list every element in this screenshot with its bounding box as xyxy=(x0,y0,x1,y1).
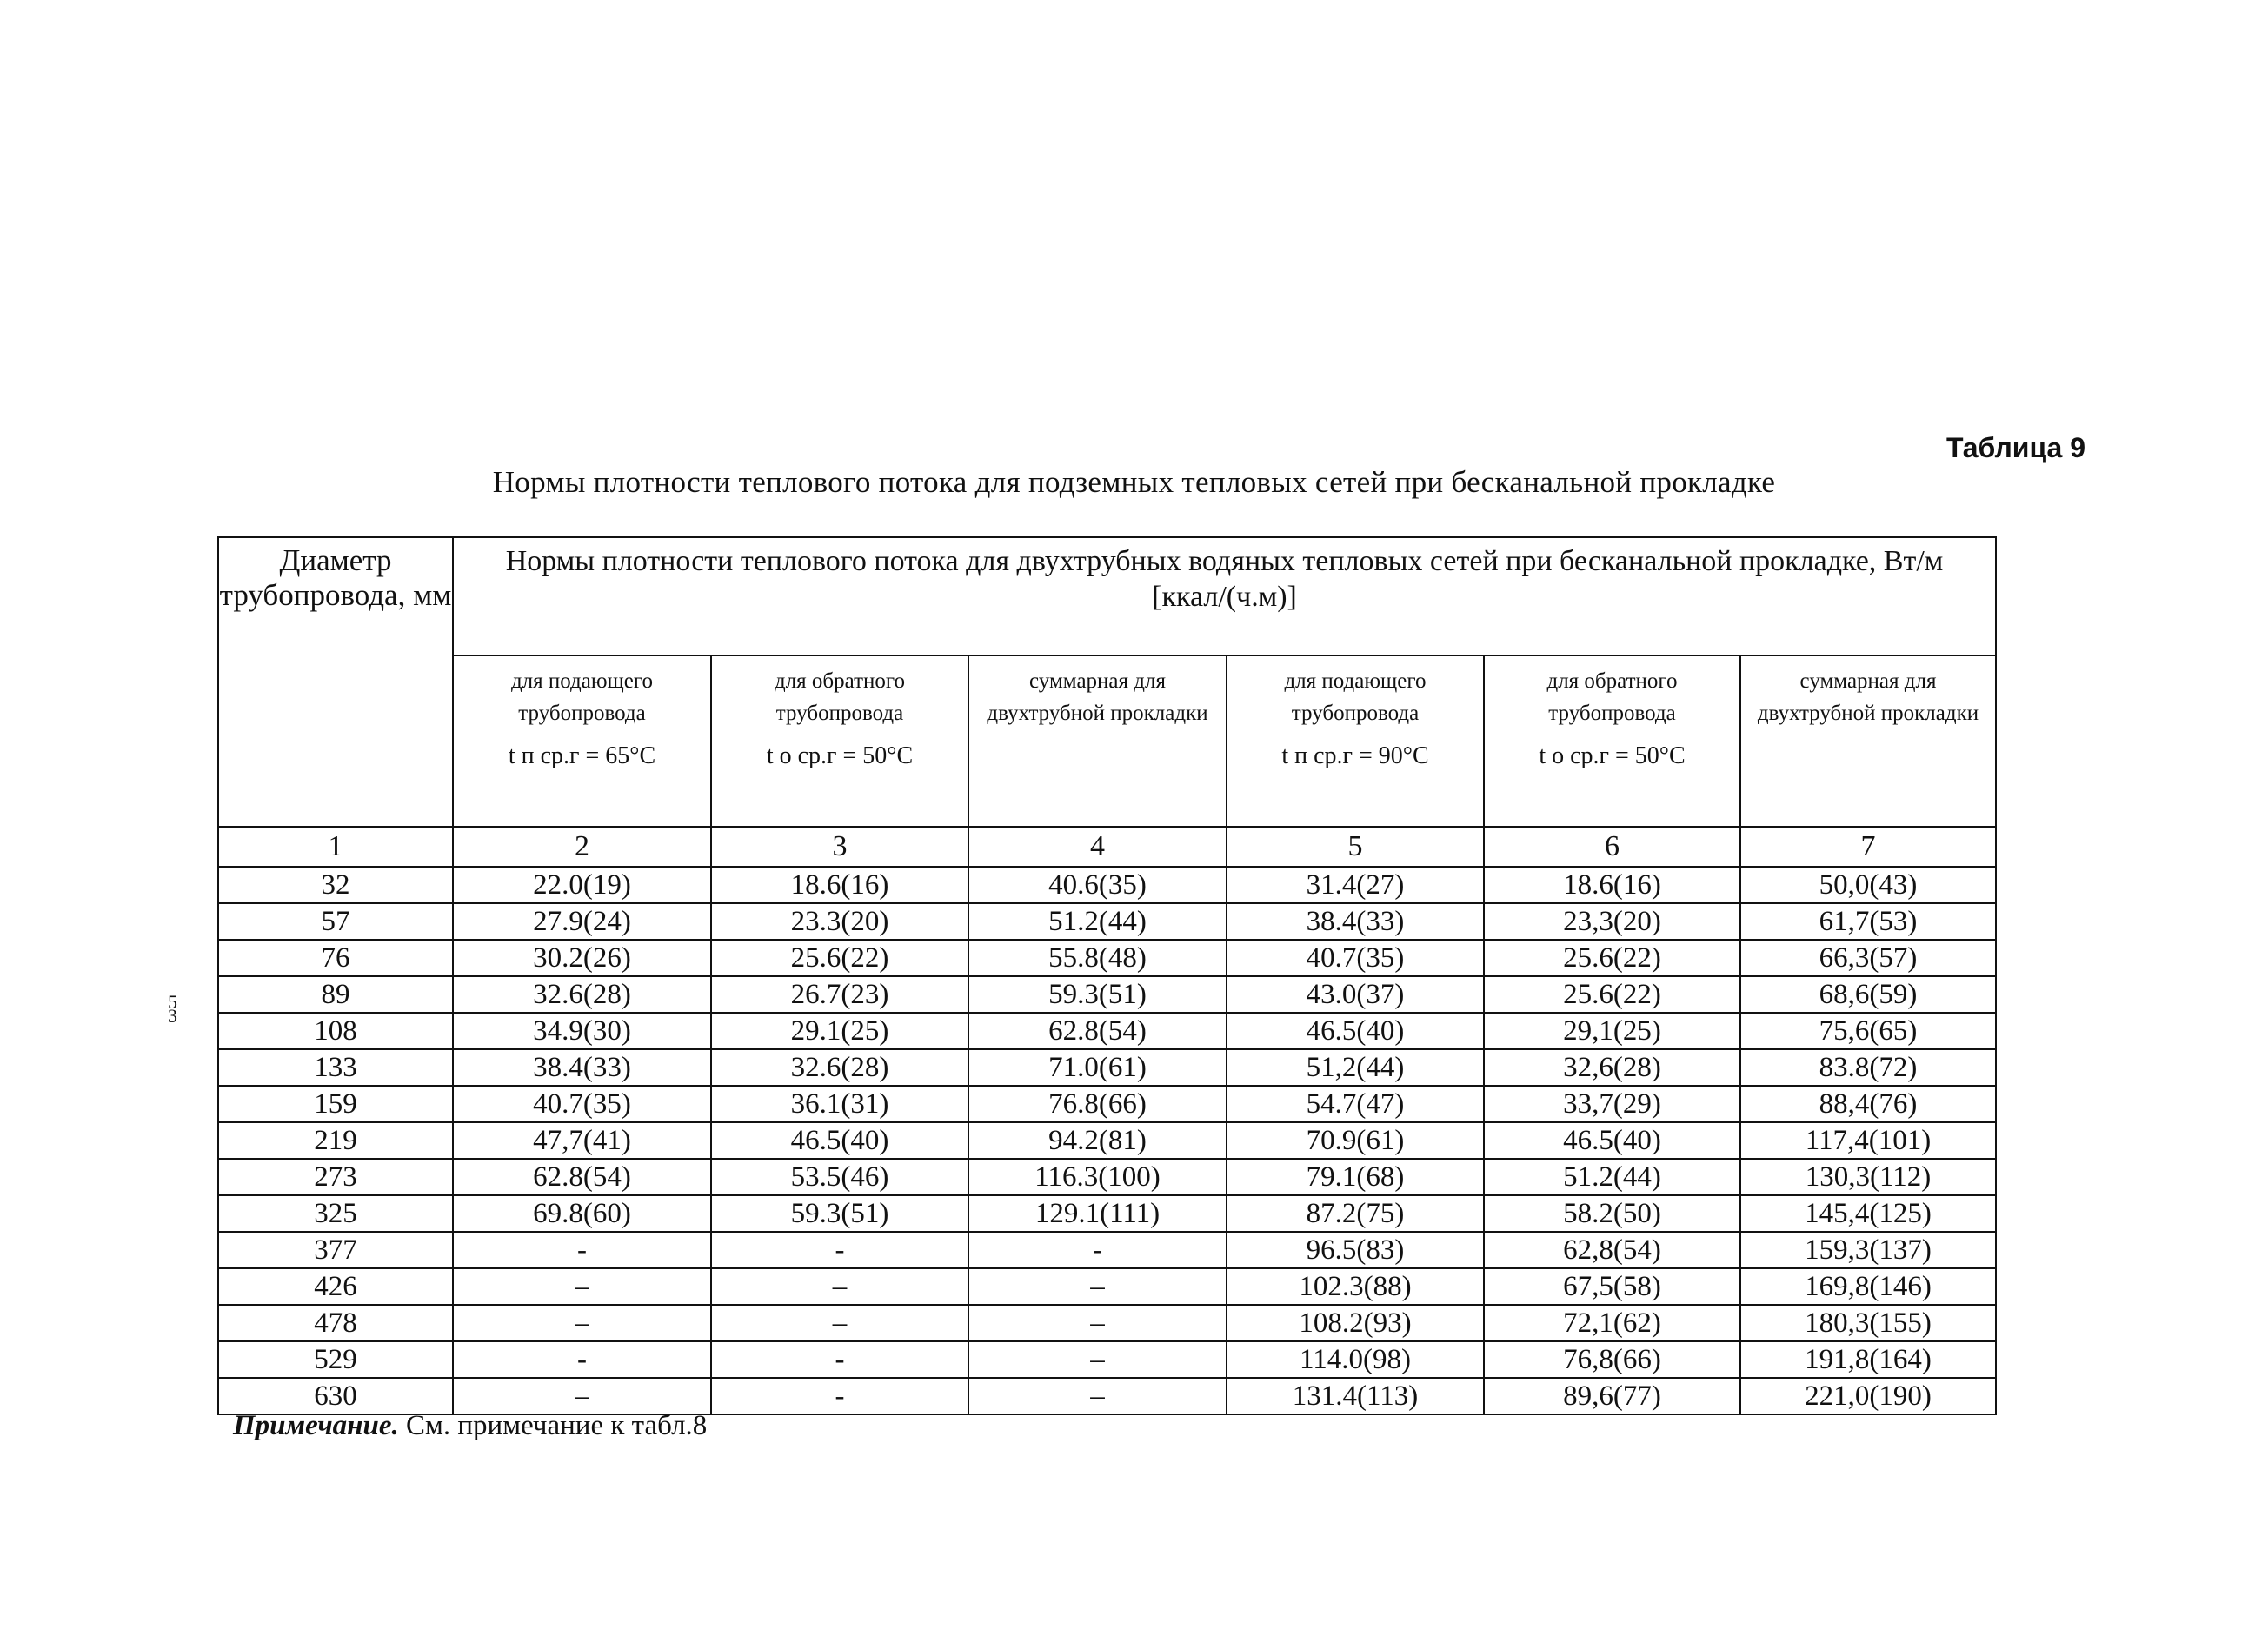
value-cell: 55.8(48) xyxy=(968,940,1227,976)
value-cell: 102.3(88) xyxy=(1227,1268,1484,1305)
value-cell: 89,6(77) xyxy=(1484,1378,1740,1414)
table-row xyxy=(218,940,1996,976)
diameter-cell: 529 xyxy=(218,1341,453,1378)
subheader-label: суммарная для двухтрубной прокладки xyxy=(1757,669,1979,725)
value-cell: 79.1(68) xyxy=(1227,1159,1484,1195)
value-cell: - xyxy=(711,1232,968,1268)
value-cell: 51,2(44) xyxy=(1227,1049,1484,1086)
table-row xyxy=(218,1305,1996,1341)
value-cell: 23,3(20) xyxy=(1484,903,1740,940)
column-number-row xyxy=(218,827,1996,867)
value-cell: 29,1(25) xyxy=(1484,1013,1740,1049)
value-cell: 25.6(22) xyxy=(1484,976,1740,1013)
subheader-formula: t п ср.г = 65°С xyxy=(508,742,656,769)
table-number-label: Таблица 9 xyxy=(1945,432,2085,463)
value-cell: 75,6(65) xyxy=(1740,1013,1996,1049)
column-number: 5 xyxy=(1227,827,1484,867)
subheader-label: для подающего трубопровода xyxy=(510,669,654,725)
subheader-col-2 xyxy=(453,655,711,827)
subheader-formula: t о ср.г = 50°С xyxy=(766,742,914,769)
column-number: 6 xyxy=(1484,827,1740,867)
value-cell: - xyxy=(711,1341,968,1378)
value-cell: 30.2(26) xyxy=(453,940,711,976)
diameter-cell: 630 xyxy=(218,1378,453,1414)
column-number: 3 xyxy=(711,827,968,867)
value-cell: 191,8(164) xyxy=(1740,1341,1996,1378)
value-cell: 69.8(60) xyxy=(453,1195,711,1232)
value-cell: – xyxy=(711,1305,968,1341)
value-cell: – xyxy=(453,1305,711,1341)
value-cell: 31.4(27) xyxy=(1227,867,1484,903)
diameter-cell: 426 xyxy=(218,1268,453,1305)
value-cell: 61,7(53) xyxy=(1740,903,1996,940)
value-cell: 27.9(24) xyxy=(453,903,711,940)
value-cell: 130,3(112) xyxy=(1740,1159,1996,1195)
table-note xyxy=(233,1410,707,1442)
heat-flow-norms-table xyxy=(217,536,1997,1415)
value-cell: 32,6(28) xyxy=(1484,1049,1740,1086)
value-cell: 62.8(54) xyxy=(453,1159,711,1195)
diameter-cell: 57 xyxy=(218,903,453,940)
value-cell: 38.4(33) xyxy=(453,1049,711,1086)
value-cell: 108.2(93) xyxy=(1227,1305,1484,1341)
value-cell: 66,3(57) xyxy=(1740,940,1996,976)
table-row xyxy=(218,1013,1996,1049)
table-row xyxy=(218,1049,1996,1086)
table-row xyxy=(218,1268,1996,1305)
subheader-formula: t п ср.г = 90°С xyxy=(1281,742,1429,769)
value-cell: 94.2(81) xyxy=(968,1122,1227,1159)
value-cell: 221,0(190) xyxy=(1740,1378,1996,1414)
value-cell: 54.7(47) xyxy=(1227,1086,1484,1122)
table-row xyxy=(218,1195,1996,1232)
value-cell: 34.9(30) xyxy=(453,1013,711,1049)
column-number: 7 xyxy=(1740,827,1996,867)
value-cell: 26.7(23) xyxy=(711,976,968,1013)
table-row xyxy=(218,1122,1996,1159)
value-cell: 68,6(59) xyxy=(1740,976,1996,1013)
value-cell: 51.2(44) xyxy=(968,903,1227,940)
value-cell: 18.6(16) xyxy=(711,867,968,903)
diameter-cell: 108 xyxy=(218,1013,453,1049)
table-body xyxy=(218,867,1996,1414)
value-cell: 22.0(19) xyxy=(453,867,711,903)
value-cell: 169,8(146) xyxy=(1740,1268,1996,1305)
value-cell: - xyxy=(968,1232,1227,1268)
column-number: 2 xyxy=(453,827,711,867)
value-cell: 25.6(22) xyxy=(711,940,968,976)
diameter-cell: 76 xyxy=(218,940,453,976)
value-cell: 29.1(25) xyxy=(711,1013,968,1049)
table-row xyxy=(218,903,1996,940)
diameter-cell: 219 xyxy=(218,1122,453,1159)
diameter-cell: 133 xyxy=(218,1049,453,1086)
value-cell: 88,4(76) xyxy=(1740,1086,1996,1122)
value-cell: – xyxy=(968,1305,1227,1341)
value-cell: 25.6(22) xyxy=(1484,940,1740,976)
value-cell: 32.6(28) xyxy=(453,976,711,1013)
value-cell: 58.2(50) xyxy=(1484,1195,1740,1232)
value-cell: 117,4(101) xyxy=(1740,1122,1996,1159)
subheader-col-5 xyxy=(1227,655,1484,827)
note-text: См. примечание к табл.8 xyxy=(398,1410,708,1441)
header-row-main xyxy=(218,537,1996,655)
diameter-cell: 89 xyxy=(218,976,453,1013)
value-cell: 23.3(20) xyxy=(711,903,968,940)
value-cell: - xyxy=(711,1378,968,1414)
value-cell: 40.7(35) xyxy=(453,1086,711,1122)
diameter-cell: 32 xyxy=(218,867,453,903)
value-cell: – xyxy=(453,1378,711,1414)
value-cell: 50,0(43) xyxy=(1740,867,1996,903)
header-row-sub xyxy=(218,655,1996,827)
table-row xyxy=(218,1378,1996,1414)
table-row xyxy=(218,1086,1996,1122)
value-cell: - xyxy=(453,1341,711,1378)
diameter-cell: 478 xyxy=(218,1305,453,1341)
subheader-label: суммарная для двухтрубной прокладки xyxy=(987,669,1208,725)
value-cell: 70.9(61) xyxy=(1227,1122,1484,1159)
value-cell: 72,1(62) xyxy=(1484,1305,1740,1341)
value-cell: 47,7(41) xyxy=(453,1122,711,1159)
value-cell: 83.8(72) xyxy=(1740,1049,1996,1086)
value-cell: 76,8(66) xyxy=(1484,1341,1740,1378)
value-cell: 129.1(111) xyxy=(968,1195,1227,1232)
value-cell: 62.8(54) xyxy=(968,1013,1227,1049)
value-cell: 76.8(66) xyxy=(968,1086,1227,1122)
value-cell: 38.4(33) xyxy=(1227,903,1484,940)
value-cell: 71.0(61) xyxy=(968,1049,1227,1086)
value-cell: 159,3(137) xyxy=(1740,1232,1996,1268)
header-main: Нормы плотности теплового потока для двухтрубных водяных тепловых сетей при бесканальной прокладке, Вт/м [ккал/(ч.м)] xyxy=(453,537,1996,655)
table-row xyxy=(218,867,1996,903)
value-cell: 40.7(35) xyxy=(1227,940,1484,976)
value-cell: – xyxy=(968,1341,1227,1378)
subheader-col-7 xyxy=(1740,655,1996,827)
subheader-label: для подающего трубопровода xyxy=(1284,669,1427,725)
header-diameter: Диаметр трубопровода, мм xyxy=(218,537,453,827)
value-cell: – xyxy=(968,1378,1227,1414)
diameter-cell: 325 xyxy=(218,1195,453,1232)
value-cell: 40.6(35) xyxy=(968,867,1227,903)
value-cell: 46.5(40) xyxy=(1484,1122,1740,1159)
value-cell: 59.3(51) xyxy=(968,976,1227,1013)
value-cell: – xyxy=(968,1268,1227,1305)
subheader-label: для обратного трубопровода xyxy=(1546,669,1678,725)
value-cell: 116.3(100) xyxy=(968,1159,1227,1195)
diameter-cell: 377 xyxy=(218,1232,453,1268)
value-cell: 59.3(51) xyxy=(711,1195,968,1232)
value-cell: 32.6(28) xyxy=(711,1049,968,1086)
value-cell: – xyxy=(711,1268,968,1305)
value-cell: 87.2(75) xyxy=(1227,1195,1484,1232)
value-cell: – xyxy=(453,1268,711,1305)
value-cell: 62,8(54) xyxy=(1484,1232,1740,1268)
subheader-formula: t о ср.г = 50°С xyxy=(1539,742,1686,769)
value-cell: 67,5(58) xyxy=(1484,1268,1740,1305)
value-cell: 46.5(40) xyxy=(1227,1013,1484,1049)
subheader-label: для обратного трубопровода xyxy=(774,669,906,725)
subheader-col-3 xyxy=(711,655,968,827)
diameter-cell: 159 xyxy=(218,1086,453,1122)
column-number: 1 xyxy=(218,827,453,867)
subheader-col-6 xyxy=(1484,655,1740,827)
table-row xyxy=(218,1159,1996,1195)
value-cell: 43.0(37) xyxy=(1227,976,1484,1013)
value-cell: 180,3(155) xyxy=(1740,1305,1996,1341)
table-row xyxy=(218,976,1996,1013)
value-cell: 96.5(83) xyxy=(1227,1232,1484,1268)
subheader-col-4 xyxy=(968,655,1227,827)
value-cell: 33,7(29) xyxy=(1484,1086,1740,1122)
column-number: 4 xyxy=(968,827,1227,867)
table-row xyxy=(218,1341,1996,1378)
value-cell: 145,4(125) xyxy=(1740,1195,1996,1232)
value-cell: 46.5(40) xyxy=(711,1122,968,1159)
value-cell: 36.1(31) xyxy=(711,1086,968,1122)
margin-mark: 5 3 xyxy=(168,991,177,1027)
value-cell: 53.5(46) xyxy=(711,1159,968,1195)
table-caption: Нормы плотности теплового потока для подземных тепловых сетей при бесканальной прокладке xyxy=(492,465,1776,499)
value-cell: 18.6(16) xyxy=(1484,867,1740,903)
diameter-cell: 273 xyxy=(218,1159,453,1195)
note-label: Примечание. xyxy=(233,1410,399,1441)
value-cell: - xyxy=(453,1232,711,1268)
value-cell: 131.4(113) xyxy=(1227,1378,1484,1414)
table-row xyxy=(218,1232,1996,1268)
value-cell: 51.2(44) xyxy=(1484,1159,1740,1195)
value-cell: 114.0(98) xyxy=(1227,1341,1484,1378)
